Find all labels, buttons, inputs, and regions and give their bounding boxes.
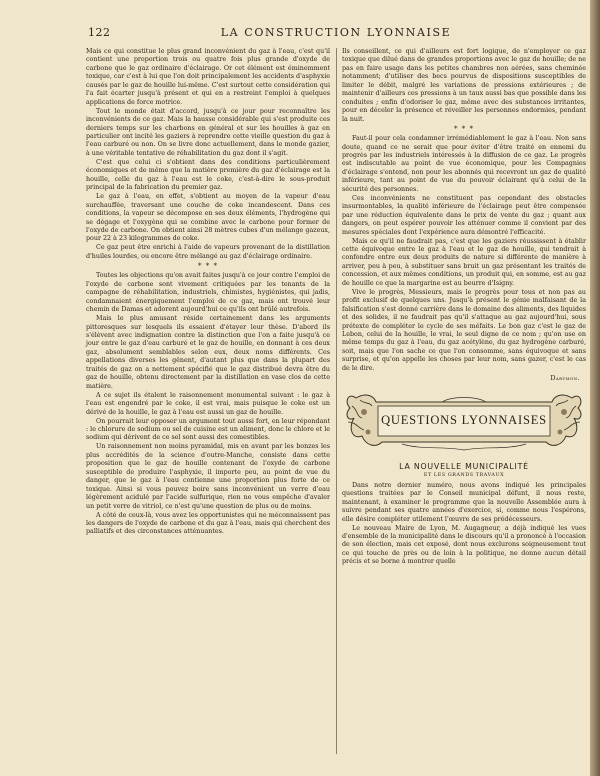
paragraph: Ces inconvénients ne constituent pas cependant des obstacles insurmontables, la qualité inférieure de l'éclairage peut être compensée par une réduction équivalente dans le prix de vente du gaz ; quant aux dangers, on peut espérer pouvoir les atténuer comme il convient par des mesures spéciales dont l'expérience aura démontré l'efficacité. [342,194,586,236]
section-separator-stars: * * * [454,125,474,134]
running-title: LA CONSTRUCTION LYONNAISE [220,26,452,39]
section-separator-stars: * * * [198,262,218,271]
paragraph: Ce gaz peut être enrichi à l'aide de vapeurs provenant de la distillation d'huiles lourdes, ou encore être mélangé au gaz d'éclairage ordinaire. [86,244,330,260]
paragraph: Le nouveau Maire de Lyon, M. Augagneur, a déjà indiqué les vues d'ensemble de la municipalité dans le discours qu'il a prononcé à l'occasion de son élection, mais cet exposé, dont nous exclurons soigneusement tout ce qui touche de près ou de loin à la politique, ne donne aucun détail précis et se borne à montrer quelle [342,524,586,566]
section-title: LA NOUVELLE MUNICIPALITÉ [399,461,529,471]
questions-lyonnaises-banner [342,388,586,458]
paragraph: Vive le progrès, Messieurs, mais le progrès pour tous et non pas au profit exclusif de quelques uns. Jusqu'à présent le génie malfaisant de la falsification s'est donné carrière dans le domaine des aliments, des liquides et des solides, il ne faudrait pas qu'il s'attaque au gaz aujourd'hui, sous prétexte de compléter le cycle de ses méfaits. Le bon gaz c'est le gaz de Lebon, celui de la houille, le vrai, le seul digne de ce nom ; qu'on use en même temps du gaz à l'eau, du gaz acétylène, du gaz hydrogène carburé, soit, mais que l'on sache ce que l'on consomme, sans équivoque et sans surprise, et qu'on appelle les choses par leur nom, sans gazer, c'est le cas de le dire. [342,288,586,372]
right-column [342,48,586,567]
paragraph: Toutes les objections qu'on avait faites jusqu'à ce jour contre l'emploi de l'oxyde de carbone sont vivement critiquées par les tenants de la campagne de réhabilitation, industriels, chimistes, hygiénistes, qui jadis, condamnaient énergiquement l'emploi de ce gaz, mais ont trouvé leur chemin de Damas et adorent aujourd'hui ce qu'ils ont brûlé autrefois. [86,272,330,314]
paragraph: Faut-il pour cela condamner irrémédiablement le gaz à l'eau. Non sans doute, quand ce ne serait que pour éviter d'être traité en ennemi du progrès par les industriels intéressés à la diffusion de ce gaz. Le progrès est indiscutable au point de vue économique, pour les Compagnies d'éclairage s'entend, non pour les abonnés qui recevront un gaz de qualité inférieure, tant au point de vue du pouvoir éclairant qu'à celui de la sécurité des personnes. [342,135,586,193]
paragraph: Mais le plus amusant réside certainement dans les arguments pittoresques sur lesquels ils essaient d'étayer leur thèse. D'abord ils s'élèvent avec indignation contre la distinction que l'on a faite jusqu'à ce jour entre le gaz d'eau carburé et le gaz de houille, en donnant à ces deux gaz, absolument semblables selon eux, deux noms différents. Ces appellations diverses les gênent, d'autant plus que dans la plupart des traités de gaz on a nettement spécifié que le gaz distribué devra être du gaz de houille, obtenu directement par la distillation en vase clos de cette matière. [86,315,330,390]
paragraph: Ils conseillent, ce qui d'ailleurs est fort logique, de n'employer ce gaz toxique que dilué dans de grandes proportions avec le gaz de houille; de ne pas en faire usage dans les petites chambres non aérées, sans cheminée notamment; d'utiliser des becs pourvus de dispositions susceptibles de limiter le débit, malgré les variations de pressions extérieures ; de maintenir d'ailleurs ces pressions à un taux aussi bas que possible dans les conduites ; enfin d'odoriser le gaz, même avec des substances irritantes, pour en déceler la présence et réveiller les personnes endormies, pendant la nuit. [342,48,586,123]
column-divider [336,48,337,754]
page-edge [590,0,600,776]
paragraph: Mais ce qu'il ne faudrait pas, c'est que les gaziers réussissent à établir cette équivoque entre le gaz à l'eau et le gaz de houille, qui tendrait à confondre entre eux deux produits de nature si différente de manière à arriver, peu à peu, à substituer sans bruit un gaz présentant les traités de concession, et aux mêmes conditions, un produit qui, en somme, est au gaz de houille ce que la margarine est au beurre d'Isigny. [342,237,586,287]
paragraph: A côté de ceux-là, vous avez les opportunistes qui ne méconnaissent pas les dangers de l'oxyde de carbone et du gaz à l'eau, mais qui cherchent des palliatifs et des circonstances atténuantes. [86,511,330,536]
paragraph: Le gaz à l'eau, en effet, s'obtient au moyen de la vapeur d'eau surchauffée, traversant une couche de coke incandescent. Dans ces conditions, la vapeur se décompose en ses deux éléments, l'hydrogène qui se dégage et l'oxygène qui se combine avec le carbone pour former de l'oxyde de carbone. On obtient ainsi 28 mètres cubes d'un mélange gazeux, pour 22 à 23 kilogrammes de coke. [86,193,330,243]
banner-title: QUESTIONS LYONNAISES [381,412,547,427]
section-subtitle: ET LES GRANDS TRAVAUX [423,472,505,478]
paragraph: A ce sujet ils étalent le raisonnement monumental suivant : le gaz à l'eau est engendré par le coke, il est vrai, mais puisque le coke est un dérivé de la houille, le gaz à l'eau est aussi un gaz de houille. [86,391,330,416]
paragraph: Dans notre dernier numéro, nous avons indiqué les principales questions traitées par le Conseil municipal défunt, il nous reste, maintenant, à examiner le programme que la nouvelle Assemblée aura à suivre pendant ses quatre années d'exercice, si, comme nous l'espérons, elle désire compléter utilement l'œuvre de ses prédécesseurs. [342,481,586,523]
page-header [88,26,584,42]
paragraph: C'est que celui ci s'obtient dans des conditions particulièrement économiques et de même que la matière première du gaz d'éclairage est la houille, celle du gaz à l'eau est le coke, c'est-à-dire le sous-produit principal de la fabrication du premier gaz. [86,158,330,192]
page-number: 122 [88,26,111,39]
paragraph: On pourrait leur opposer un argument tout aussi fort, en leur répondant : le chlorure de sodium ou sel de cuisine est un aliment, donc le chlore et le sodium qui dérivent de ce sel sont aussi des comestibles. [86,417,330,442]
paragraph: Tout le monde était d'accord, jusqu'à ce jour pour reconnaître les inconvénients de ce gaz. Mais la hausse considérable qui s'est produite ces derniers temps sur les charbons en général et sur les houilles à gaz en particulier ont incité les gaziers à reprendre cette vieille question du gaz à l'eau carburé ou non. On se livre donc actuellement, dans le monde gazier, à une véritable tentative de réhabilitation du gaz dont il s'agit. [86,107,330,157]
paragraph: Un raisonnement non moins pyramidal, mis en avant par les bonzes les plus accrédités de la science d'outre-Manche, consiste dans cette proposition que le gaz de houille contenant de l'oxyde de carbone susceptible de produire l'asphyxie, il importe peu, au point de vue du danger, que le gaz à l'eau contienne une proportion plus forte de ce toxique. Ainsi si vous pouvez boire sans inconvénient un verre d'eau légèrement acidulé par l'acide sulfurique, rien ne vous empêche d'avaler un petit verre de vitriol, ce n'est qu'une question de plus ou de moins. [86,443,330,510]
author-signature: Darymon. [550,373,580,382]
paragraph: Mais ce qui constitue le plus grand inconvénient du gaz à l'eau, c'est qu'il contient une proportion trois ou quatre fois plus grande d'oxyde de carbone que le gaz ordinaire d'éclairage. Or cet élément est éminemment toxique, car c'est à lui que l'on doit principalement les accidents d'asphyxie causés par le gaz de houille lui-même. C'est surtout cette considération qui l'a fait écarter jusqu'à présent et qui en a restreint l'emploi à quelques applications de force motrice. [86,48,330,106]
left-column [86,48,330,537]
